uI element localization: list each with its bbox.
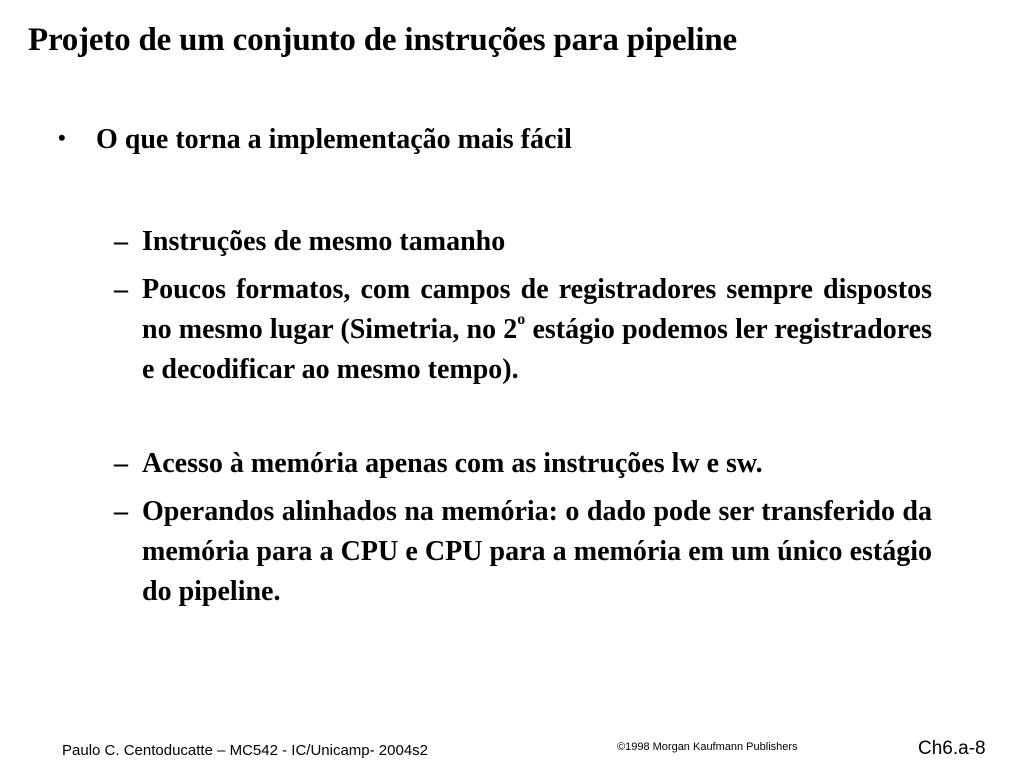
bullet-icon: • <box>58 125 66 150</box>
footer-copyright: ©1998 Morgan Kaufmann Publishers <box>617 741 798 753</box>
subitem-4 <box>114 492 932 612</box>
subitem-text: Acesso à memória apenas com as instruções lw e sw. <box>142 448 763 479</box>
subitem-3 <box>114 444 932 484</box>
bullet-text: O que torna a implementação mais fácil <box>96 124 572 155</box>
footer-page-label: Ch6.a-8 <box>918 738 986 759</box>
dash-icon: – <box>114 496 128 527</box>
subitem-text-part2: estágio podemos ler registradores e decodificar ao mesmo tempo). <box>142 314 932 385</box>
footer-author: Paulo C. Centoducatte – MC542 - IC/Unicamp- 2004s2 <box>62 742 429 759</box>
dash-icon: – <box>114 274 128 305</box>
subitem-text: Operandos alinhados na memória: o dado pode ser transferido da memória para a CPU e CPU para a memória em um único estágio do pipeline. <box>142 496 932 607</box>
subitem-text <box>142 270 932 390</box>
slide-title: Projeto de um conjunto de instruções para pipeline <box>28 22 737 58</box>
subitem-2 <box>114 270 932 390</box>
dash-icon: – <box>114 448 128 479</box>
dash-icon: – <box>114 226 128 257</box>
ordinal-superscript: o <box>517 311 526 328</box>
bullet-item <box>58 124 572 156</box>
subitem-text: Instruções de mesmo tamanho <box>142 226 506 257</box>
subitem-1 <box>114 222 932 262</box>
subitem-text-part1: Poucos formatos, com campos de registradores sempre dispostos no mesmo lugar (Simetria, no 2 <box>142 274 932 345</box>
